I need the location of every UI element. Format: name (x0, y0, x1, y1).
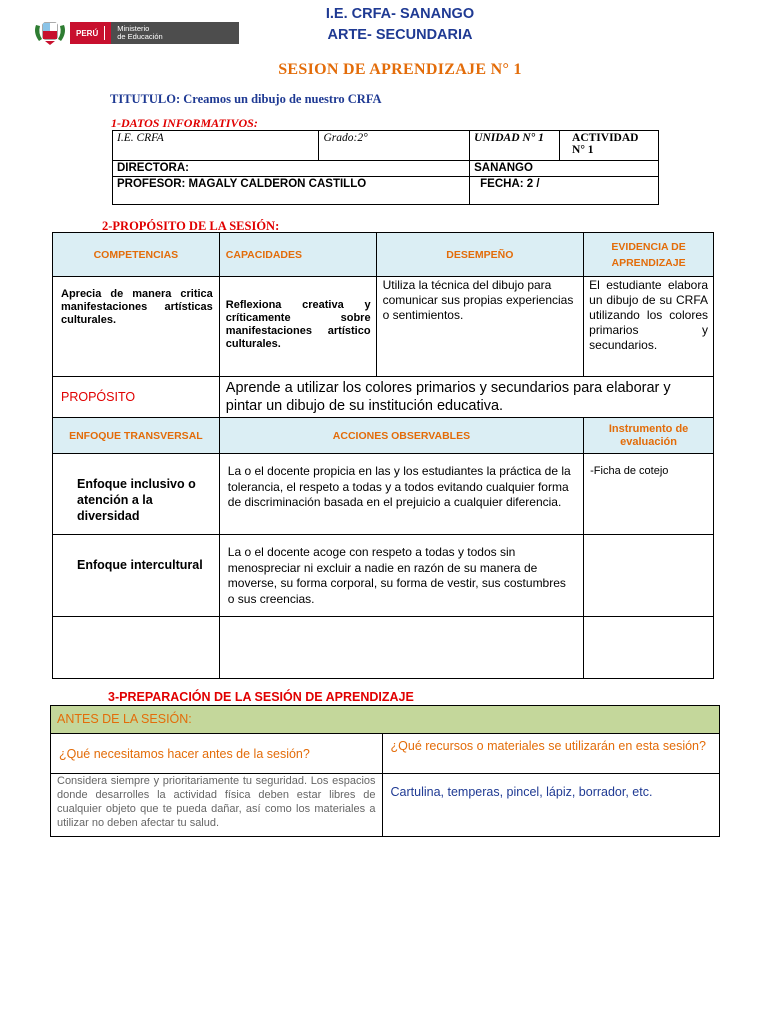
accion2-cell: La o el docente acoge con respeto a todas y todos sin menospreciar ni excluir a nadie en razón de su manera de moverse, su forma corporal, su forma de vestir, sus costumbres o sus creencias. (219, 535, 583, 617)
ministry-line1: Ministerio (117, 24, 150, 33)
enfoque2-cell: Enfoque intercultural (53, 535, 220, 617)
session-title: SESION DE APRENDIZAJE N° 1 (278, 61, 522, 78)
peru-label (70, 22, 111, 44)
info-table (112, 130, 659, 205)
capacidad-cell: Reflexiona creativa y críticamente sobre manifestaciones artístico culturales. (219, 277, 376, 377)
grado-cell: Grado:2° (319, 131, 470, 161)
ie-cell: I.E. CRFA (113, 131, 319, 161)
ministry-label (111, 22, 239, 44)
evidencia-cell: El estudiante elabora un dibujo de su CRFA utilizando los colores primarios y secundarios. (584, 277, 714, 377)
section2-heading: 2-PROPÓSITO DE LA SESIÓN: (102, 219, 280, 233)
directora-cell: DIRECTORA: (113, 161, 470, 177)
document-title: TITUTULO: Creamos un dibujo de nuestro CRFA (110, 92, 382, 106)
evidencia-header: EVIDENCIA DE APRENDIZAJE (584, 233, 714, 277)
actividad-cell: ACTIVIDAD N° 1 (560, 131, 659, 161)
sanango-cell: SANANGO (470, 161, 659, 177)
question2: ¿Qué recursos o materiales se utilizarán en esta sesión? (382, 734, 719, 774)
instrumento-header: Instrumento de evaluación (584, 418, 714, 454)
competencia-cell: Aprecia de manera critica manifestaciones artísticas culturales. (53, 277, 220, 377)
acciones-header: ACCIONES OBSERVABLES (219, 418, 583, 454)
course-name: ARTE- SECUNDARIA (327, 27, 473, 43)
desempeno-header: DESEMPEÑO (376, 233, 584, 277)
preparation-table (50, 705, 720, 837)
coat-of-arms-icon (30, 18, 70, 48)
purpose-table (52, 232, 714, 679)
ministry-line2: de Educación (117, 32, 163, 41)
unidad-cell: UNIDAD N° 1 (470, 131, 560, 161)
instrumento2-cell (584, 535, 714, 617)
empty-cell-1 (53, 617, 220, 679)
section1-heading: 1-DATOS INFORMATIVOS: (111, 116, 258, 130)
antes-header: ANTES DE LA SESIÓN: (51, 706, 720, 734)
ministry-logo (30, 18, 250, 48)
proposito-label: PROPÓSITO (53, 377, 220, 418)
instrumento1-cell: -Ficha de cotejo (584, 454, 714, 535)
answer1: Considera siempre y prioritariamente tu seguridad. Los espacios donde desarrolles la actividad física deben estar libres de cualquier objeto que te pueda dañar, así como los materiales a utilizar no deben afectar tu salud. (51, 774, 383, 837)
competencias-header: COMPETENCIAS (53, 233, 220, 277)
empty-cell-2 (219, 617, 583, 679)
empty-cell-3 (584, 617, 714, 679)
enfoque1-cell: Enfoque inclusivo o atención a la diversidad (53, 454, 220, 535)
question1: ¿Qué necesitamos hacer antes de la sesión? (51, 734, 383, 774)
answer2: Cartulina, temperas, pincel, lápiz, borrador, etc. (382, 774, 719, 837)
desempeno-cell: Utiliza la técnica del dibujo para comunicar sus propias experiencias o sentimientos. (376, 277, 584, 377)
accion1-cell: La o el docente propicia en las y los estudiantes la práctica de la tolerancia, el respeto a todas y a todos evitando cualquier forma de discriminación basada en el prejuicio a cualquier diferencia. (219, 454, 583, 535)
enfoque-header: ENFOQUE TRANSVERSAL (53, 418, 220, 454)
fecha-cell: FECHA: 2 / (470, 177, 659, 205)
school-name: I.E. CRFA- SANANGO (325, 6, 475, 22)
capacidades-header: CAPACIDADES (219, 233, 376, 277)
proposito-text: Aprende a utilizar los colores primarios y secundarios para elaborar y pintar un dibujo de su institución educativa. (219, 377, 713, 418)
section3-heading: 3-PREPARACIÓN DE LA SESIÓN DE APRENDIZAJE (108, 690, 414, 704)
profesor-cell: PROFESOR: MAGALY CALDERON CASTILLO (113, 177, 470, 205)
country-name: PERÚ (76, 28, 99, 38)
